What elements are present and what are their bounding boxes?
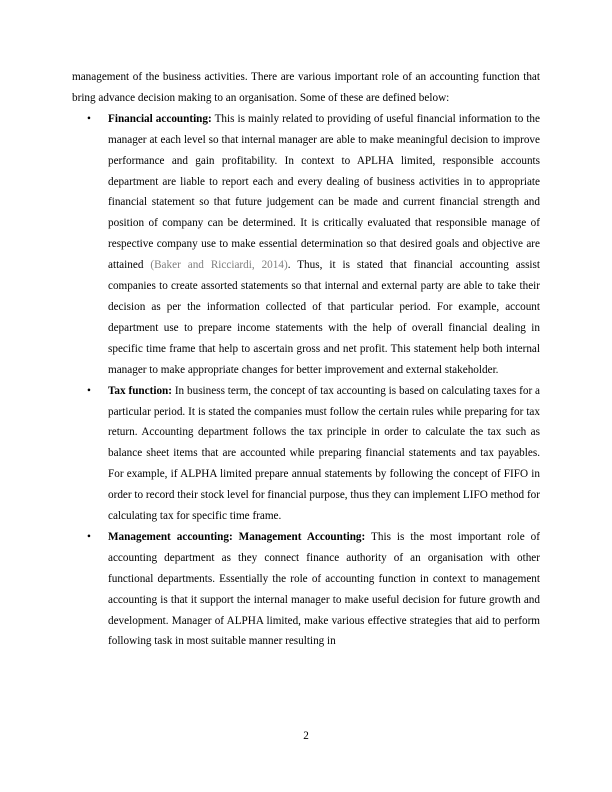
list-item-tax-function xyxy=(72,381,540,527)
bullet-icon: • xyxy=(87,384,91,397)
financial-accounting-text: This is mainly related to providing of useful financial information to the manager at each level so that internal manager are able to make meaningful decision to improve performance and gain profitability. In context to APLHA limited, responsible accounts department are liable to report each and every dealing of business activities in to appropriate financial statement so that future judgement can be made and current financial strength and position of company can be determined. It is critically evaluated that responsible manage of respective company use to make essential determination so that desired goals and objective are attained xyxy=(108,112,540,272)
tax-function-text: In business term, the concept of tax accounting is based on calculating taxes for a particular period. It is stated the companies must follow the certain rules while preparing for tax return. Accounting department follows the tax principle in order to calculate the tax such as balance sheet items that are accounted while preparing financial statements and tax payables. For example, if ALPHA limited prepare annual statements by following the concept of FIFO in order to record their stock level for financial purpose, thus they can implement LIFO method for calculating tax for specific time frame. xyxy=(108,384,540,523)
bullet-icon: • xyxy=(87,112,91,125)
financial-accounting-text-continued: . Thus, it is stated that financial accounting assist companies to create assorted statements so that internal and external party are able to take their decision as per the information collected of that particular period. For example, account department use to prepare income statements with the help of overall financial dealing in specific time frame that help to ascertain gross and net profit. This statement help both internal manager to make appropriate changes for better improvement and external stakeholder. xyxy=(108,259,540,376)
list-item-management-accounting xyxy=(72,527,540,652)
intro-paragraph: management of the business activities. There are various important role of an accounting function that bring advance decision making to an organisation. Some of these are defined below: xyxy=(72,71,540,104)
list-item-financial-accounting xyxy=(72,109,540,381)
term-tax-function: Tax function: xyxy=(108,384,172,397)
citation: (Baker and Ricciardi, 2014) xyxy=(150,259,288,272)
term-management-accounting: Management accounting: Management Accounting: xyxy=(108,530,366,543)
bullet-icon: • xyxy=(87,530,91,543)
body-text xyxy=(72,67,540,652)
role-list xyxy=(72,109,540,653)
management-accounting-text: This is the most important role of accounting department as they connect finance authority of an organisation with other functional departments. Essentially the role of accounting function in context to management accounting is that it support the internal manager to make useful decision for future growth and development. Manager of ALPHA limited, make various effective strategies that aid to perform following task in most suitable manner resulting in xyxy=(108,530,540,648)
page-number: 2 xyxy=(303,730,309,742)
term-financial-accounting: Financial accounting: xyxy=(108,112,212,125)
